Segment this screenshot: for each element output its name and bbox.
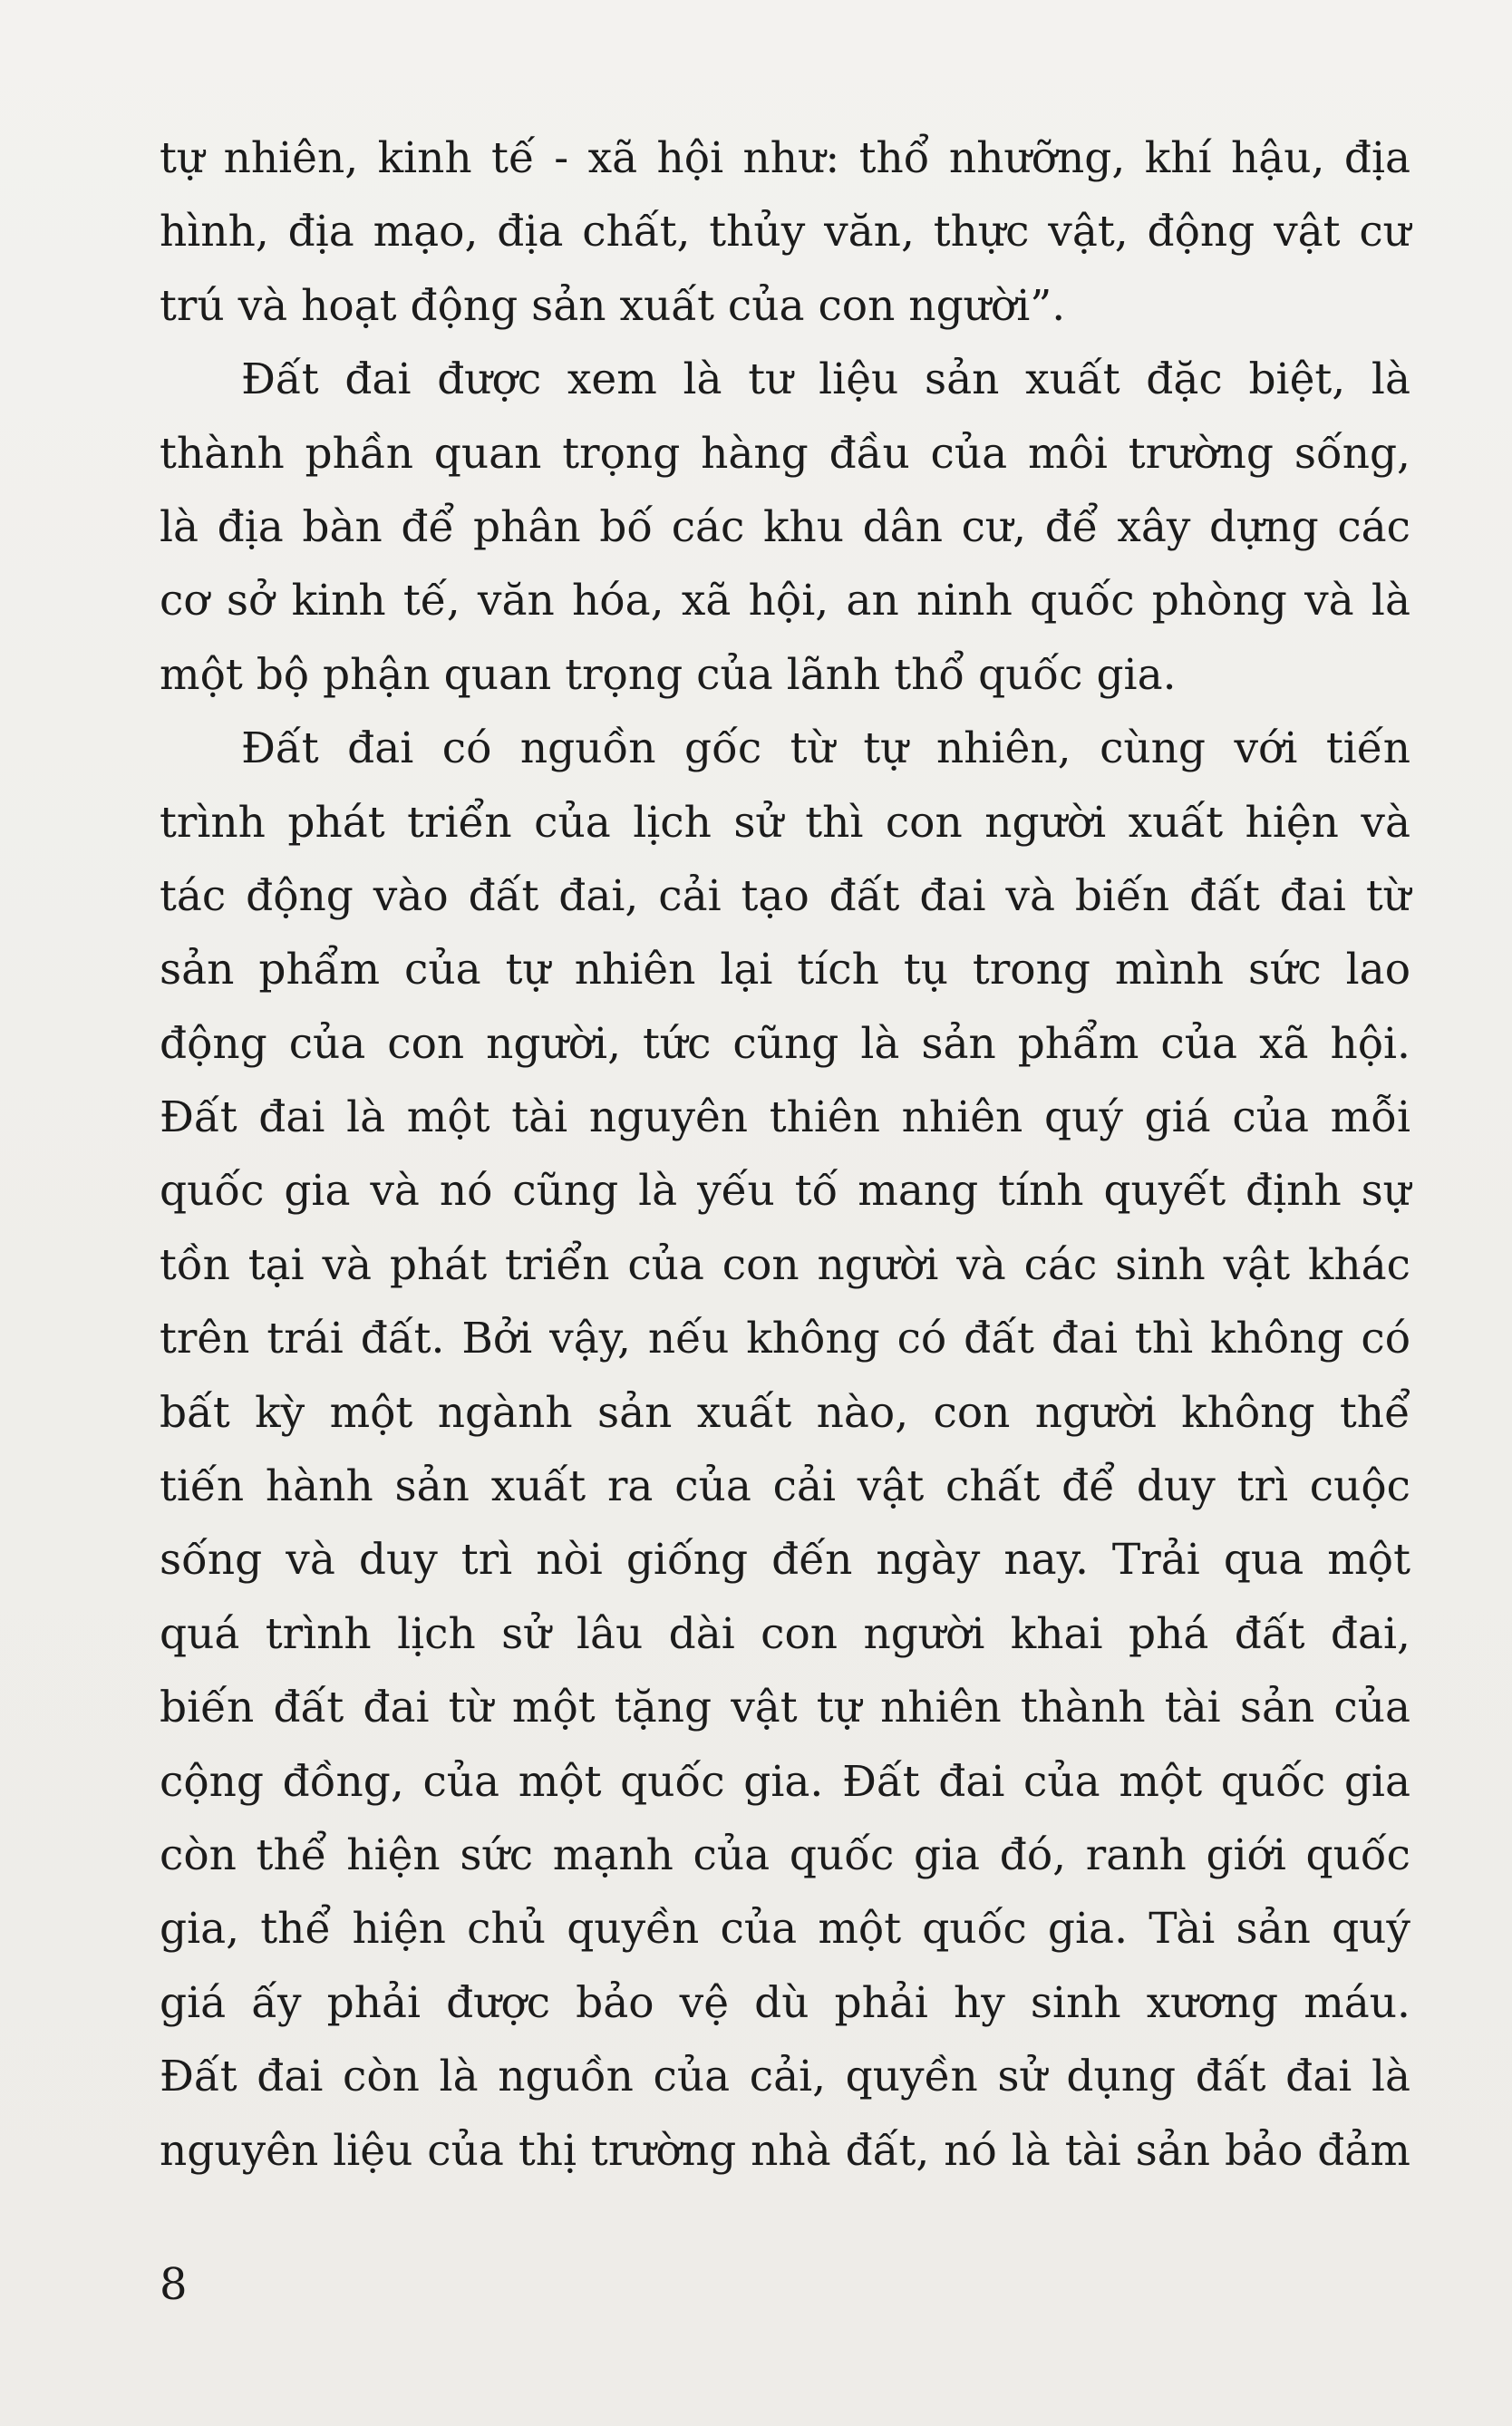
body-text: [160, 121, 1410, 2188]
text-line-19: tiến hành sản xuất ra của cải vật chất để duy trì cuộc: [160, 1461, 1410, 1512]
text-line-22: biến đất đai từ một tặng vật tự nhiên thành tài sản của: [160, 1683, 1410, 1733]
text-line-12: sản phẩm của tự nhiên lại tích tụ trong mình sức lao: [160, 945, 1410, 995]
text-line-9: Đất đai có nguồn gốc từ tự nhiên, cùng với tiến: [241, 723, 1410, 774]
text-line-15: quốc gia và nó cũng là yếu tố mang tính quyết định sự: [160, 1166, 1410, 1217]
text-line-20: sống và duy trì nòi giống đến ngày nay. Trải qua một: [160, 1535, 1410, 1586]
text-line-18: bất kỳ một ngành sản xuất nào, con người không thể: [160, 1387, 1410, 1438]
text-line-23: cộng đồng, của một quốc gia. Đất đai của một quốc gia: [160, 1756, 1410, 1807]
text-line-11: tác động vào đất đai, cải tạo đất đai và biến đất đai từ: [160, 870, 1410, 921]
text-line-26: giá ấy phải được bảo vệ dù phải hy sinh xương máu.: [160, 1977, 1410, 2028]
text-line-1: tự nhiên, kinh tế - xã hội như: thổ nhưỡng, khí hậu, địa: [160, 133, 1410, 183]
text-line-6: là địa bàn để phân bố các khu dân cư, để xây dựng các: [160, 501, 1410, 552]
text-line-27: Đất đai còn là nguồn của cải, quyền sử dụng đất đai là: [160, 2052, 1410, 2102]
text-line-2: hình, địa mạo, địa chất, thủy văn, thực vật, động vật cư: [160, 207, 1410, 257]
text-line-7: cơ sở kinh tế, văn hóa, xã hội, an ninh quốc phòng và là: [160, 576, 1410, 626]
page-number: 8: [160, 2259, 188, 2310]
text-line-13: động của con người, tức cũng là sản phẩm của xã hội.: [160, 1018, 1410, 1069]
text-line-21: quá trình lịch sử lâu dài con người khai phá đất đai,: [160, 1608, 1410, 1659]
text-line-16: tồn tại và phát triển của con người và các sinh vật khác: [160, 1239, 1410, 1290]
text-line-4: Đất đai được xem là tư liệu sản xuất đặc biệt, là: [241, 354, 1410, 405]
text-line-8: một bộ phận quan trọng của lãnh thổ quốc gia.: [160, 649, 1177, 700]
text-line-17: trên trái đất. Bởi vậy, nếu không có đất đai thì không có: [160, 1314, 1410, 1364]
text-line-28: nguyên liệu của thị trường nhà đất, nó là tài sản bảo đảm: [160, 2125, 1410, 2176]
text-line-3: trú và hoạt động sản xuất của con người”.: [160, 280, 1066, 331]
text-line-25: gia, thể hiện chủ quyền của một quốc gia. Tài sản quý: [160, 1904, 1410, 1955]
text-line-5: thành phần quan trọng hàng đầu của môi trường sống,: [160, 428, 1410, 479]
text-line-10: trình phát triển của lịch sử thì con người xuất hiện và: [160, 797, 1410, 848]
text-line-14: Đất đai là một tài nguyên thiên nhiên quý giá của mỗi: [160, 1092, 1410, 1143]
text-line-24: còn thể hiện sức mạnh của quốc gia đó, ranh giới quốc: [160, 1829, 1410, 1880]
